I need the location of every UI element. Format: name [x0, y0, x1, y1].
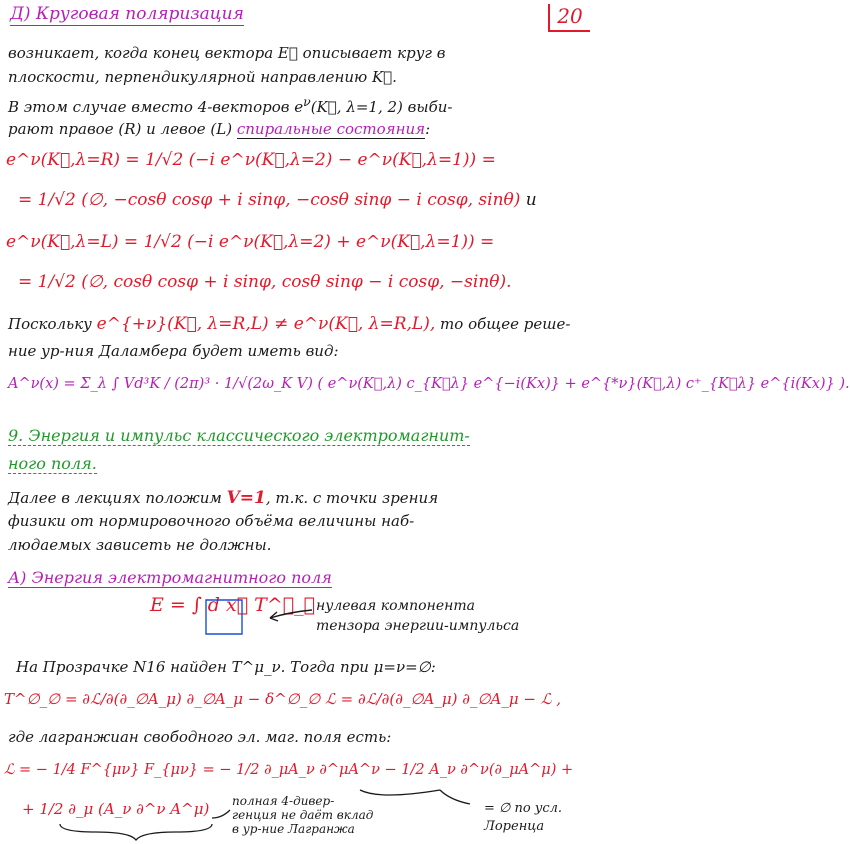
t00-highlight-box — [206, 600, 242, 634]
energy-note-line-1: нулевая компонента — [316, 598, 475, 614]
slide-reference-line: На Прозрачке N16 найден T^μ_ν. Тогда при μ=ν=∅: — [16, 658, 436, 676]
energy-formula: E = ∫ d x⃗ T^∅_∅ — [150, 594, 316, 616]
intro-line-2: плоскости, перпендикулярной направлению K⃗. — [8, 68, 397, 86]
intro-line-3: В этом случае вместо 4-векторов $e^\nu(K⃗$, λ=1, 2) выби- — [8, 94, 453, 116]
section-9-heading-cont: ного поля. — [8, 454, 97, 473]
energy-note-line-2: тензора энергии-импульса — [316, 618, 520, 634]
section-title: Д) Круговая поляризация — [10, 4, 244, 24]
divergence-brace-icon — [60, 824, 212, 840]
since-line-1: Поскольку e^{+ν}(K⃗, λ=R,L) ≠ e^ν(K⃗, λ=R,L), то общее реше- — [8, 314, 571, 334]
since-line-2: ние ур-ния Даламбера будет иметь вид: — [8, 342, 339, 360]
equation-left-components: = 1/√2 (∅, cosθ cosφ + i sinφ, cosθ sinφ − i cosφ, −sinθ). — [18, 272, 512, 292]
intro-line-4: рают правое (R) и левое (L) спиральные состояния: — [8, 120, 431, 138]
section-9-heading: 9. Энергия и импульс классического электромагнит- — [8, 426, 470, 445]
helicity-states-term: спиральные состояния — [236, 120, 426, 138]
divergence-note: полная 4-дивер- генция не даёт вклад в ур-ние Лагранжа — [232, 794, 374, 836]
page-number: 20 — [548, 4, 590, 32]
equation-right-helicity: e^ν(K⃗,λ=R) = 1/√2 (−i e^ν(K⃗,λ=2) − e^ν(K⃗,λ=1)) = — [6, 150, 496, 170]
equation-right-components: = 1/√2 (∅, −cosθ cosφ + i sinφ, −cosθ sinφ − i cosφ, sinθ) и — [18, 190, 537, 210]
intro-line-1: возникает, когда конец вектора E⃗ описывает круг в — [8, 44, 446, 62]
section-a-heading: А) Энергия электромагнитного поля — [8, 568, 332, 587]
equation-left-helicity: e^ν(K⃗,λ=L) = 1/√2 (−i e^ν(K⃗,λ=2) + e^ν(K⃗,λ=1)) = — [6, 232, 495, 252]
lagrangian-intro-line: где лагранжиан свободного эл. маг. поля есть: — [8, 728, 392, 746]
general-solution-formula: A^ν(x) = Σ_λ ∫ Vd³K / (2π)³ · 1/√(2ω_K V) ( e^ν(K⃗,λ) c_{K⃗λ} e^{−i(Kx)} + e^{*ν}(K⃗,λ) c⁺_{K⃗λ} e^{i(Kx)} ). — [8, 376, 850, 392]
further-line-2: физики от нормировочного объёма величины наб- — [8, 512, 415, 530]
lorenz-brace-icon — [440, 790, 470, 804]
lagrangian-divergence-term: + 1/2 ∂_μ (A_ν ∂^ν A^μ) — [22, 800, 210, 818]
t00-formula: T^∅_∅ = ∂ℒ/∂(∂_∅A_μ) ∂_∅A_μ − δ^∅_∅ ℒ = ∂ℒ/∂(∂_∅A_μ) ∂_∅A_μ − ℒ , — [4, 690, 562, 708]
further-line-1: Далее в лекциях положим V=1, т.к. с точки зрения — [8, 488, 439, 508]
lorenz-condition-note: = ∅ по усл. Лоренца — [484, 801, 563, 834]
lagrangian-formula: ℒ = − 1/4 F^{μν} F_{μν} = − 1/2 ∂_μA_ν ∂^μA^ν − 1/2 A_ν ∂^ν(∂_μA^μ) + — [4, 762, 574, 778]
energy-note-arrow-icon — [270, 610, 312, 618]
further-line-3: людаемых зависеть не должны. — [8, 536, 272, 554]
